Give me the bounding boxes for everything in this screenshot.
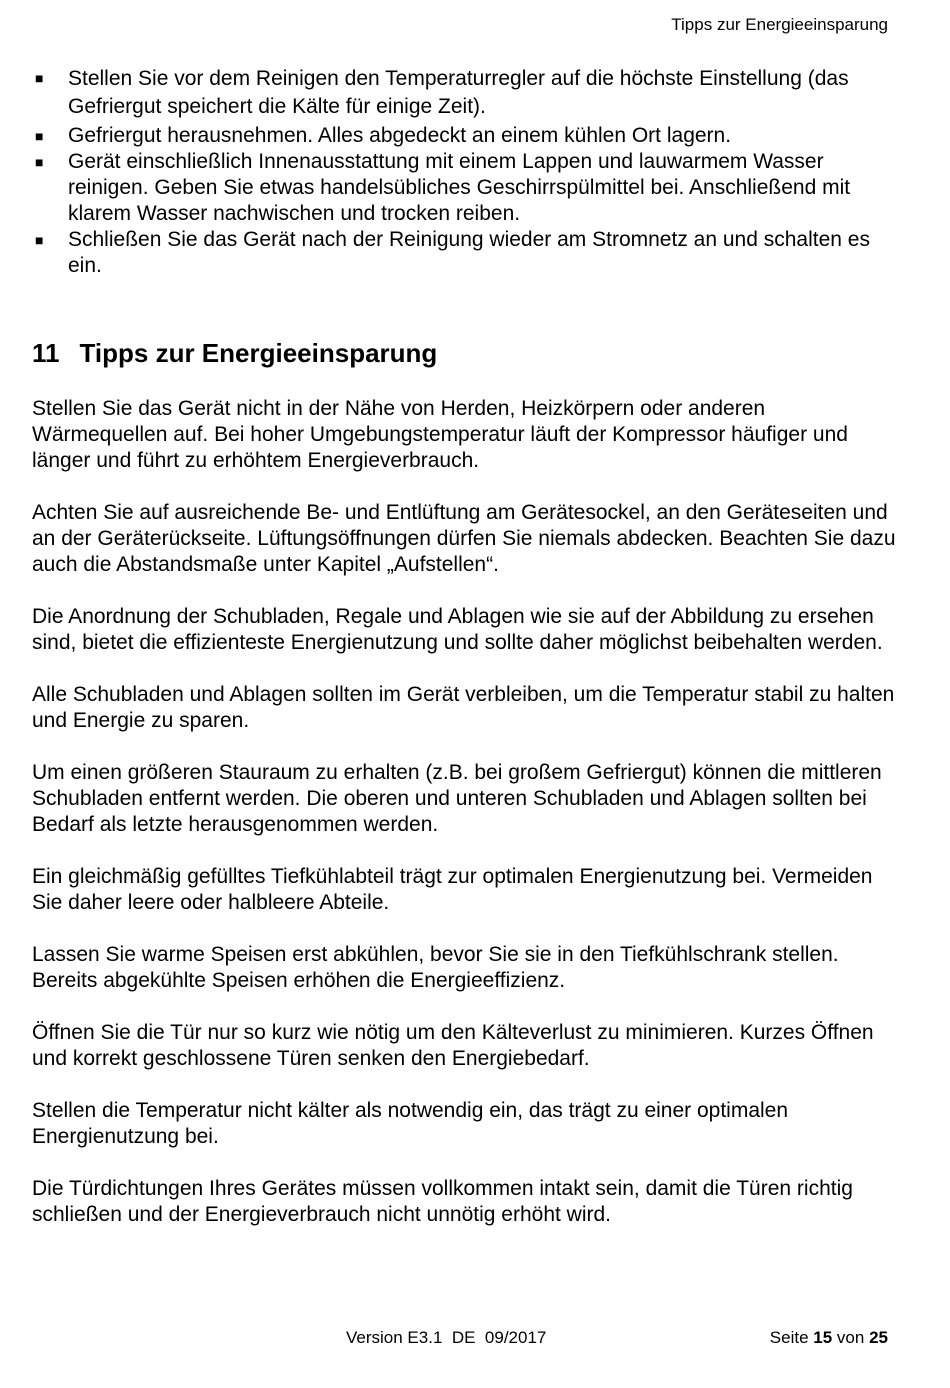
page-prefix: Seite	[769, 1328, 809, 1347]
body-paragraph: Stellen Sie das Gerät nicht in der Nähe von Herden, Heizkörpern oder anderen Wärmequellen auf. Bei hoher Umgebungstemperatur läuft der Kompressor häufiger und länger und führt zu erhöhtem Energieverbrauch.	[32, 397, 848, 472]
section-heading	[32, 336, 437, 370]
page-of: von	[836, 1328, 865, 1347]
square-bullet-icon: ■	[35, 70, 44, 86]
body-paragraph: Achten Sie auf ausreichende Be- und Entlüftung am Gerätesockel, an den Geräteseiten und an der Geräterückseite. Lüftungsöffnungen dürfen Sie niemals abdecken. Beachten Sie dazu auch die Abstandsmaße unter Kapitel „Aufstellen“.	[32, 501, 896, 576]
list-item-text: Schließen Sie das Gerät nach der Reinigung wieder am Stromnetz an und schalten es ein.	[68, 228, 870, 277]
list-item	[32, 123, 902, 149]
list-item-text: Gerät einschließlich Innenausstattung mit einem Lappen und lauwarmem Wasser reinigen. Geben Sie etwas handelsübliches Geschirrspülmittel bei. Anschließend mit klarem Wasser nachwischen und trocken reiben.	[68, 150, 851, 225]
body-paragraph: Öffnen Sie die Tür nur so kurz wie nötig um den Kälteverlust zu minimieren. Kurzes Öffnen und korrekt geschlossene Türen senken den Energiebedarf.	[32, 1021, 874, 1070]
footer-page-number	[770, 1327, 888, 1349]
body-paragraph: Die Türdichtungen Ihres Gerätes müssen vollkommen intakt sein, damit die Türen richtig schließen und der Energieverbrauch nicht unnötig erhöht wird.	[32, 1177, 853, 1226]
footer-version: Version E3.1 DE 09/2017	[346, 1328, 547, 1347]
section-title: Tipps zur Energieeinsparung	[79, 338, 438, 368]
body-paragraph: Um einen größeren Stauraum zu erhalten (z.B. bei großem Gefriergut) können die mittleren Schubladen entfernt werden. Die oberen und unteren Schubladen und Ablagen sollten bei Bedarf als letzte herausgenommen werden.	[32, 761, 882, 836]
body-paragraph: Stellen die Temperatur nicht kälter als notwendig ein, das trägt zu einer optimalen Energienutzung bei.	[32, 1099, 789, 1148]
list-item	[32, 227, 902, 279]
page-total: 25	[869, 1328, 888, 1347]
square-bullet-icon: ■	[35, 154, 44, 170]
list-item	[32, 65, 902, 121]
list-item	[32, 149, 902, 227]
list-item-text: Stellen Sie vor dem Reinigen den Temperaturregler auf die höchste Einstellung (das Gefriergut speichert die Kälte für einige Zeit).	[68, 67, 849, 118]
section-number: 11	[32, 338, 60, 368]
square-bullet-icon: ■	[35, 232, 44, 248]
list-item-text: Gefriergut herausnehmen. Alles abgedeckt an einem kühlen Ort lagern.	[68, 124, 732, 147]
body-paragraph: Lassen Sie warme Speisen erst abkühlen, bevor Sie sie in den Tiefkühlschrank stellen. Bereits abgekühlte Speisen erhöhen die Energieeffizienz.	[32, 943, 839, 992]
running-header: Tipps zur Energieeinsparung	[671, 15, 888, 34]
page-current: 15	[813, 1328, 833, 1347]
section-body	[32, 396, 904, 1254]
body-paragraph: Die Anordnung der Schubladen, Regale und Ablagen wie sie auf der Abbildung zu ersehen sind, bietet die effizienteste Energienutzung und sollte daher möglichst beibehalten werden.	[32, 605, 883, 654]
cleaning-steps-list	[32, 65, 902, 279]
square-bullet-icon: ■	[35, 128, 44, 144]
body-paragraph: Alle Schubladen und Ablagen sollten im Gerät verbleiben, um die Temperatur stabil zu halten und Energie zu sparen.	[32, 683, 895, 732]
body-paragraph: Ein gleichmäßig gefülltes Tiefkühlabteil trägt zur optimalen Energienutzung bei. Vermeiden Sie daher leere oder halbleere Abteile.	[32, 865, 873, 914]
